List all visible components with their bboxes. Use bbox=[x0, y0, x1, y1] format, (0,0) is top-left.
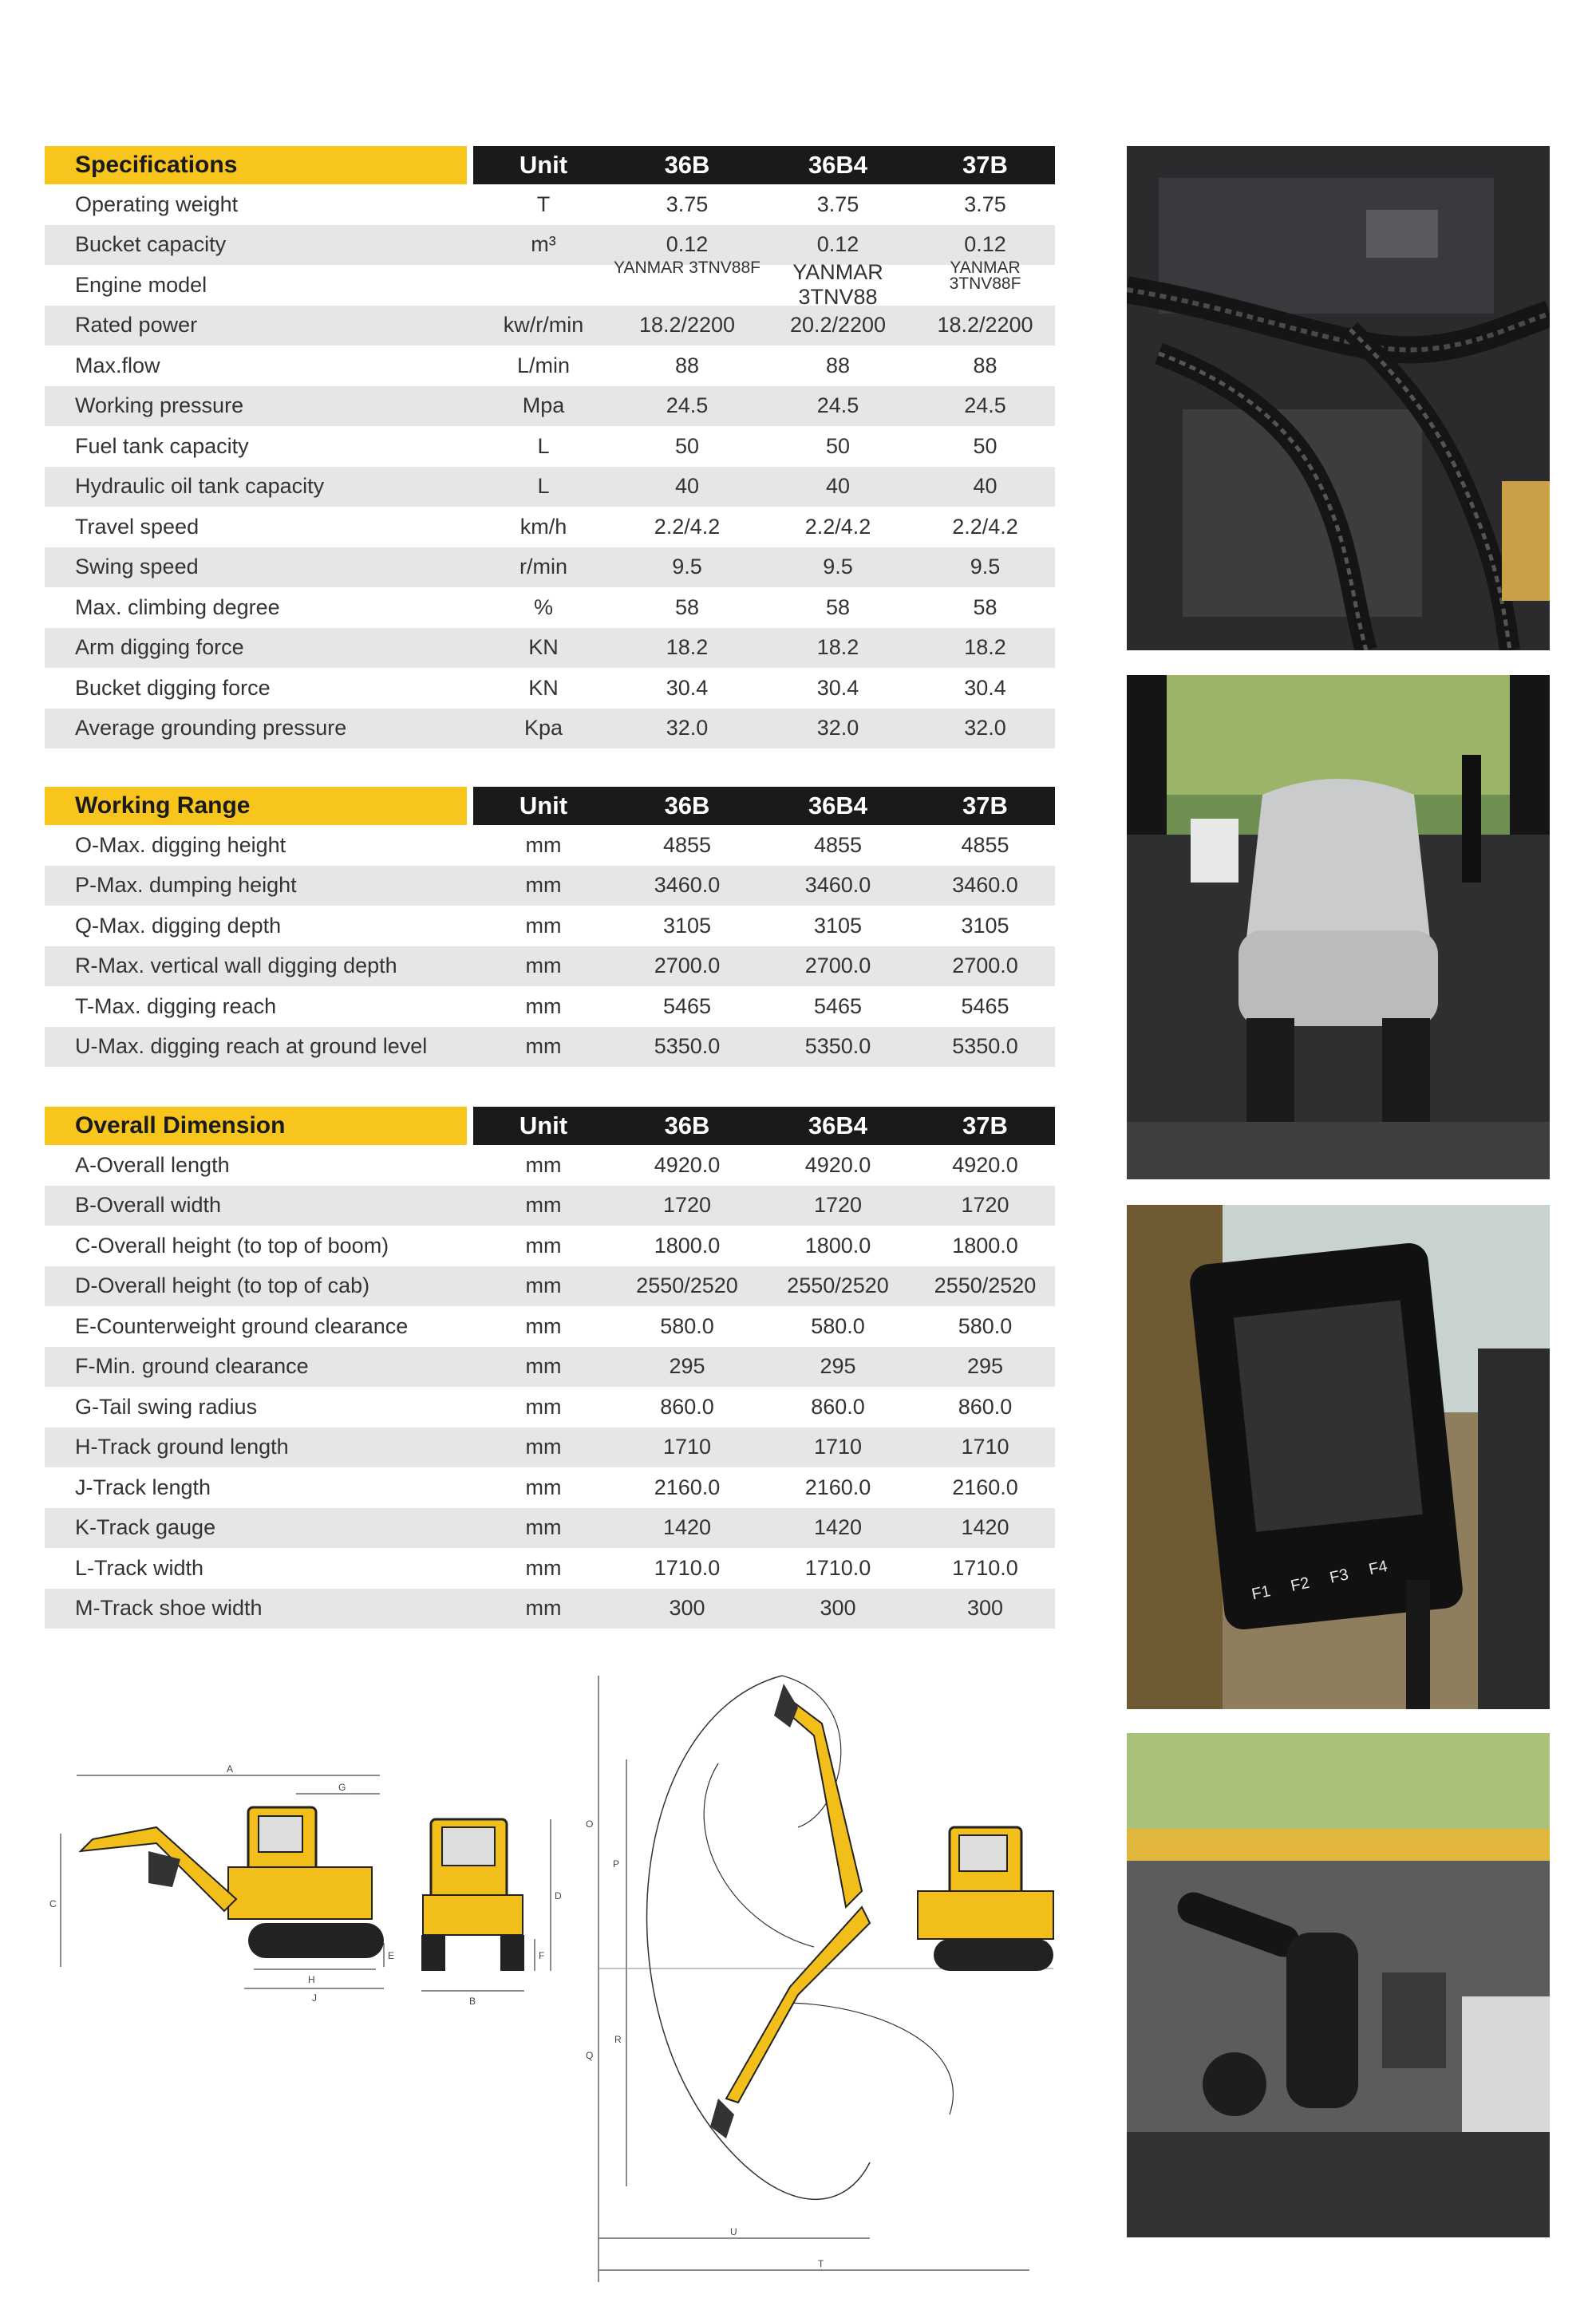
table-row bbox=[45, 259, 1055, 310]
row-unit: mm bbox=[525, 1193, 562, 1218]
row-value-36b4: 40 bbox=[825, 474, 851, 499]
table-row bbox=[45, 986, 1055, 1027]
row-unit: mm bbox=[525, 1596, 562, 1621]
row-value-36b: 0.12 bbox=[666, 232, 709, 257]
row-unit: T bbox=[536, 192, 551, 216]
row-value-36b4: 4855 bbox=[813, 832, 863, 857]
row-value-37b: 1800.0 bbox=[952, 1233, 1018, 1258]
dim-label-q: Q bbox=[586, 2050, 594, 2061]
row-value-36b: 1800.0 bbox=[654, 1233, 721, 1258]
row-unit: mm bbox=[525, 1034, 562, 1059]
row-value-37b: 30.4 bbox=[964, 675, 1006, 700]
table-row bbox=[45, 346, 1055, 386]
table-row bbox=[45, 1306, 1055, 1347]
row-label: Swing speed bbox=[75, 555, 199, 579]
column-header-37b: 37B bbox=[962, 792, 1008, 819]
row-value-36b4: 860.0 bbox=[811, 1394, 865, 1419]
column-header-unit: Unit bbox=[519, 1112, 568, 1139]
row-unit bbox=[473, 260, 614, 310]
row-value-37b: 2160.0 bbox=[952, 1475, 1018, 1499]
table-row bbox=[45, 1266, 1055, 1307]
table-row bbox=[45, 668, 1055, 709]
row-value-37b: 18.2 bbox=[964, 635, 1006, 660]
column-header-bar bbox=[473, 146, 1055, 184]
row-unit: mm bbox=[525, 1475, 562, 1499]
table-row bbox=[45, 1548, 1055, 1589]
row-unit: mm bbox=[525, 873, 562, 898]
row-value-37b: 4855 bbox=[961, 832, 1009, 857]
cab-seat-photo bbox=[1127, 675, 1550, 1179]
column-header-unit: Unit bbox=[519, 792, 568, 819]
table-row bbox=[45, 1347, 1055, 1388]
row-value-36b4: 50 bbox=[825, 433, 851, 458]
row-value-36b: 1720 bbox=[662, 1193, 712, 1218]
table-row bbox=[45, 1027, 1055, 1068]
row-value-37b: 4920.0 bbox=[952, 1152, 1018, 1177]
row-value-36b: 2.2/4.2 bbox=[654, 514, 721, 539]
column-header-36b4: 36B4 bbox=[808, 1112, 868, 1139]
row-value-36b4: 1420 bbox=[813, 1515, 863, 1540]
row-unit: mm bbox=[525, 1354, 562, 1379]
row-value-36b4: 1800.0 bbox=[804, 1233, 871, 1258]
row-value-36b: 300 bbox=[669, 1596, 705, 1621]
row-value-36b4: YANMAR 3TNV88 bbox=[792, 260, 883, 310]
dim-label-d: D bbox=[555, 1890, 562, 1901]
row-unit: Mpa bbox=[522, 393, 565, 418]
row-unit: mm bbox=[525, 1152, 562, 1177]
row-label: U-Max. digging reach at ground level bbox=[75, 1034, 428, 1059]
row-value-37b: 3460.0 bbox=[952, 873, 1018, 898]
row-value-36b: 40 bbox=[674, 474, 700, 499]
row-value-37b: 88 bbox=[973, 353, 998, 377]
table-row bbox=[45, 866, 1055, 906]
column-header-bar bbox=[473, 1107, 1055, 1145]
dim-label-a: A bbox=[227, 1763, 234, 1775]
table-row bbox=[45, 1508, 1055, 1549]
row-value-36b4: 2700.0 bbox=[804, 954, 871, 978]
row-value-37b: 295 bbox=[966, 1354, 1004, 1379]
row-unit: mm bbox=[525, 1394, 562, 1419]
row-value-37b: 9.5 bbox=[970, 555, 1001, 579]
row-value-36b4: 1710 bbox=[813, 1435, 863, 1459]
row-value-36b4: 4920.0 bbox=[804, 1152, 871, 1177]
table-row bbox=[45, 386, 1055, 427]
table-row bbox=[45, 225, 1055, 266]
row-value-36b: 1710 bbox=[662, 1435, 712, 1459]
row-value-36b4: 18.2 bbox=[816, 635, 859, 660]
dim-label-r: R bbox=[614, 2034, 622, 2045]
table-header bbox=[45, 146, 1055, 184]
row-label: R-Max. vertical wall digging depth bbox=[75, 954, 397, 978]
row-value-37b: 2550/2520 bbox=[934, 1273, 1037, 1298]
row-value-36b4: 2160.0 bbox=[804, 1475, 871, 1499]
row-value-36b4: 20.2/2200 bbox=[789, 313, 887, 338]
row-label: E-Counterweight ground clearance bbox=[75, 1313, 409, 1338]
monitor-key-f4: F4 bbox=[1367, 1557, 1389, 1579]
dim-label-h: H bbox=[308, 1974, 315, 1985]
dim-label-f: F bbox=[539, 1950, 545, 1961]
row-label: O-Max. digging height bbox=[75, 832, 286, 857]
row-value-36b4: 30.4 bbox=[816, 675, 859, 700]
section-title: Working Range bbox=[45, 787, 467, 825]
column-header-37b: 37B bbox=[962, 1112, 1008, 1139]
table-row bbox=[45, 184, 1055, 225]
row-unit: mm bbox=[525, 1313, 562, 1338]
dim-label-t: T bbox=[818, 2258, 824, 2269]
table-row bbox=[45, 946, 1055, 987]
table-row bbox=[45, 1589, 1055, 1629]
row-value-36b: 88 bbox=[674, 353, 700, 377]
row-unit: mm bbox=[525, 993, 562, 1018]
row-label: L-Track width bbox=[75, 1555, 204, 1580]
row-value-36b: 24.5 bbox=[666, 393, 709, 418]
row-label: T-Max. digging reach bbox=[75, 993, 277, 1018]
row-label: Bucket capacity bbox=[75, 232, 227, 257]
row-unit: mm bbox=[525, 1273, 562, 1298]
joystick-photo bbox=[1127, 1733, 1550, 2237]
row-value-36b: YANMAR 3TNV88F bbox=[614, 259, 760, 278]
row-value-37b: 580.0 bbox=[958, 1313, 1013, 1338]
row-value-36b: 1710.0 bbox=[654, 1555, 721, 1580]
front-view-diagram bbox=[415, 1795, 575, 2019]
table-row bbox=[45, 547, 1055, 588]
table-row bbox=[45, 1427, 1055, 1468]
dim-label-o: O bbox=[586, 1818, 594, 1830]
dim-label-e: E bbox=[388, 1950, 395, 1961]
table-row bbox=[45, 628, 1055, 669]
specifications-table bbox=[45, 146, 1055, 748]
row-label: M-Track shoe width bbox=[75, 1596, 263, 1621]
row-unit: L/min bbox=[516, 353, 571, 377]
row-value-36b4: 5350.0 bbox=[804, 1034, 871, 1059]
row-label: J-Track length bbox=[75, 1475, 211, 1499]
row-unit: mm bbox=[525, 1515, 562, 1540]
column-header-bar bbox=[473, 787, 1055, 825]
row-value-36b4: 88 bbox=[825, 353, 851, 377]
row-value-36b: 18.2/2200 bbox=[638, 313, 736, 338]
row-unit: km/h bbox=[519, 514, 567, 539]
row-value-36b: 3460.0 bbox=[654, 873, 721, 898]
table-row bbox=[45, 825, 1055, 866]
row-value-37b: 18.2/2200 bbox=[937, 313, 1033, 338]
column-header-36b4: 36B4 bbox=[808, 792, 868, 819]
row-label: P-Max. dumping height bbox=[75, 873, 297, 898]
row-value-36b: 3105 bbox=[662, 913, 712, 938]
row-value-36b: 18.2 bbox=[666, 635, 709, 660]
row-unit: KN bbox=[528, 675, 559, 700]
row-value-37b: 24.5 bbox=[964, 393, 1006, 418]
row-unit: r/min bbox=[519, 555, 567, 579]
row-value-36b4: 580.0 bbox=[811, 1313, 865, 1338]
row-unit: KN bbox=[528, 635, 559, 660]
section-title: Overall Dimension bbox=[45, 1107, 467, 1145]
row-label: Max.flow bbox=[75, 353, 160, 377]
row-label: Rated power bbox=[75, 313, 198, 338]
row-value-36b: 4920.0 bbox=[654, 1152, 721, 1177]
row-label: Bucket digging force bbox=[75, 675, 271, 700]
row-unit: mm bbox=[525, 913, 562, 938]
table-row bbox=[45, 507, 1055, 547]
row-value-37b: 1420 bbox=[961, 1515, 1009, 1540]
row-value-37b: 5465 bbox=[961, 993, 1009, 1018]
row-unit: mm bbox=[525, 1435, 562, 1459]
row-value-36b4: 3.75 bbox=[816, 192, 859, 216]
row-value-36b: 860.0 bbox=[660, 1394, 714, 1419]
row-value-36b: 295 bbox=[669, 1354, 705, 1379]
row-unit: kw/r/min bbox=[503, 313, 584, 338]
row-value-36b4: 2550/2520 bbox=[787, 1273, 889, 1298]
row-value-36b: 3.75 bbox=[666, 192, 709, 216]
row-value-36b4: 3105 bbox=[813, 913, 863, 938]
row-value-36b: 58 bbox=[674, 594, 700, 619]
monitor-key-f1: F1 bbox=[1250, 1582, 1272, 1604]
row-value-37b: 40 bbox=[973, 474, 998, 499]
dim-label-c: C bbox=[49, 1898, 57, 1909]
row-value-36b4: 58 bbox=[825, 594, 851, 619]
column-header-37b: 37B bbox=[962, 151, 1008, 179]
row-value-36b: 2550/2520 bbox=[636, 1273, 738, 1298]
monitor-key-f3: F3 bbox=[1328, 1566, 1350, 1587]
table-header bbox=[45, 787, 1055, 825]
row-label: Operating weight bbox=[75, 192, 239, 216]
row-label: A-Overall length bbox=[75, 1152, 230, 1177]
row-unit: % bbox=[533, 594, 553, 619]
row-label: Arm digging force bbox=[75, 635, 244, 660]
column-header-36b: 36B bbox=[664, 151, 710, 179]
row-value-37b: 1710.0 bbox=[952, 1555, 1018, 1580]
row-value-37b: 58 bbox=[973, 594, 998, 619]
engine-photo bbox=[1127, 146, 1550, 650]
dim-label-p: P bbox=[613, 1858, 620, 1870]
row-unit: mm bbox=[525, 832, 562, 857]
row-value-37b: 860.0 bbox=[958, 1394, 1013, 1419]
row-label: Engine model bbox=[75, 272, 207, 297]
row-label: Hydraulic oil tank capacity bbox=[75, 474, 325, 499]
row-unit: Kpa bbox=[523, 716, 563, 740]
row-label: Q-Max. digging depth bbox=[75, 913, 282, 938]
dim-label-u: U bbox=[730, 2226, 737, 2237]
row-value-37b: 2.2/4.2 bbox=[952, 514, 1018, 539]
row-label: D-Overall height (to top of cab) bbox=[75, 1273, 370, 1298]
row-value-37b: 2700.0 bbox=[952, 954, 1018, 978]
overall-dimension-table bbox=[45, 1107, 1055, 1629]
row-unit: mm bbox=[525, 1555, 562, 1580]
row-value-36b: 2160.0 bbox=[654, 1475, 721, 1499]
side-view-diagram bbox=[45, 1763, 420, 2003]
row-value-36b4: 2.2/4.2 bbox=[804, 514, 871, 539]
row-label: H-Track ground length bbox=[75, 1435, 289, 1459]
table-row bbox=[45, 1467, 1055, 1508]
row-value-36b: 30.4 bbox=[666, 675, 709, 700]
row-value-37b: 0.12 bbox=[964, 232, 1006, 257]
row-label: Fuel tank capacity bbox=[75, 433, 249, 458]
row-value-36b: 4855 bbox=[662, 832, 712, 857]
row-value-36b: 32.0 bbox=[666, 716, 709, 740]
row-label: K-Track gauge bbox=[75, 1515, 216, 1540]
row-unit: L bbox=[537, 474, 550, 499]
row-unit: mm bbox=[525, 1233, 562, 1258]
table-row bbox=[45, 306, 1055, 346]
row-value-36b: 1420 bbox=[662, 1515, 712, 1540]
working-range-diagram bbox=[583, 1668, 1061, 2290]
row-unit: mm bbox=[525, 954, 562, 978]
row-value-37b: 1710 bbox=[961, 1435, 1009, 1459]
row-value-36b: 9.5 bbox=[672, 555, 702, 579]
row-value-36b4: 9.5 bbox=[823, 555, 853, 579]
table-row bbox=[45, 426, 1055, 467]
row-value-37b: 3105 bbox=[961, 913, 1009, 938]
row-value-36b4: 0.12 bbox=[816, 232, 859, 257]
monitor-photo bbox=[1127, 1205, 1550, 1709]
row-label: B-Overall width bbox=[75, 1193, 222, 1218]
row-label: Travel speed bbox=[75, 514, 200, 539]
table-header bbox=[45, 1107, 1055, 1145]
dim-label-b: B bbox=[469, 1996, 476, 2007]
row-value-36b4: 32.0 bbox=[816, 716, 859, 740]
column-header-unit: Unit bbox=[519, 151, 568, 179]
row-value-37b: 32.0 bbox=[964, 716, 1006, 740]
row-value-37b: 1720 bbox=[961, 1193, 1009, 1218]
table-row bbox=[45, 1145, 1055, 1186]
column-header-36b4: 36B4 bbox=[808, 151, 868, 179]
section-title: Specifications bbox=[45, 146, 467, 184]
row-value-37b: 5350.0 bbox=[952, 1034, 1018, 1059]
row-unit: L bbox=[537, 433, 550, 458]
working-range-table bbox=[45, 787, 1055, 1067]
row-unit: m³ bbox=[531, 232, 556, 257]
dim-label-j: J bbox=[312, 1992, 317, 2003]
row-value-36b4: 295 bbox=[820, 1354, 856, 1379]
row-value-37b: 50 bbox=[973, 433, 998, 458]
table-row bbox=[45, 709, 1055, 749]
dim-label-g: G bbox=[338, 1782, 346, 1793]
row-value-36b: 2700.0 bbox=[654, 954, 721, 978]
row-value-37b: 300 bbox=[966, 1596, 1004, 1621]
row-value-37b: YANMAR 3TNV88F bbox=[949, 259, 1021, 294]
table-row bbox=[45, 1387, 1055, 1427]
row-value-36b4: 1710.0 bbox=[804, 1555, 871, 1580]
row-value-36b4: 5465 bbox=[813, 993, 863, 1018]
table-row bbox=[45, 906, 1055, 946]
row-value-36b4: 1720 bbox=[813, 1193, 863, 1218]
row-value-36b4: 24.5 bbox=[816, 393, 859, 418]
row-label: Working pressure bbox=[75, 393, 244, 418]
column-header-36b: 36B bbox=[664, 792, 710, 819]
column-header-36b: 36B bbox=[664, 1112, 710, 1139]
row-value-36b: 5465 bbox=[662, 993, 712, 1018]
row-label: Max. climbing degree bbox=[75, 594, 280, 619]
row-label: C-Overall height (to top of boom) bbox=[75, 1233, 389, 1258]
row-value-37b: 3.75 bbox=[964, 192, 1006, 216]
table-row bbox=[45, 1186, 1055, 1226]
row-value-36b: 580.0 bbox=[660, 1313, 714, 1338]
monitor-key-f2: F2 bbox=[1289, 1574, 1311, 1596]
row-label: Average grounding pressure bbox=[75, 716, 347, 740]
row-value-36b: 5350.0 bbox=[654, 1034, 721, 1059]
table-row bbox=[45, 587, 1055, 628]
row-value-36b: 50 bbox=[674, 433, 700, 458]
table-row bbox=[45, 467, 1055, 507]
row-value-36b4: 300 bbox=[820, 1596, 856, 1621]
row-value-36b4: 3460.0 bbox=[804, 873, 871, 898]
table-row bbox=[45, 1226, 1055, 1266]
row-label: G-Tail swing radius bbox=[75, 1394, 258, 1419]
row-label: F-Min. ground clearance bbox=[75, 1354, 309, 1379]
